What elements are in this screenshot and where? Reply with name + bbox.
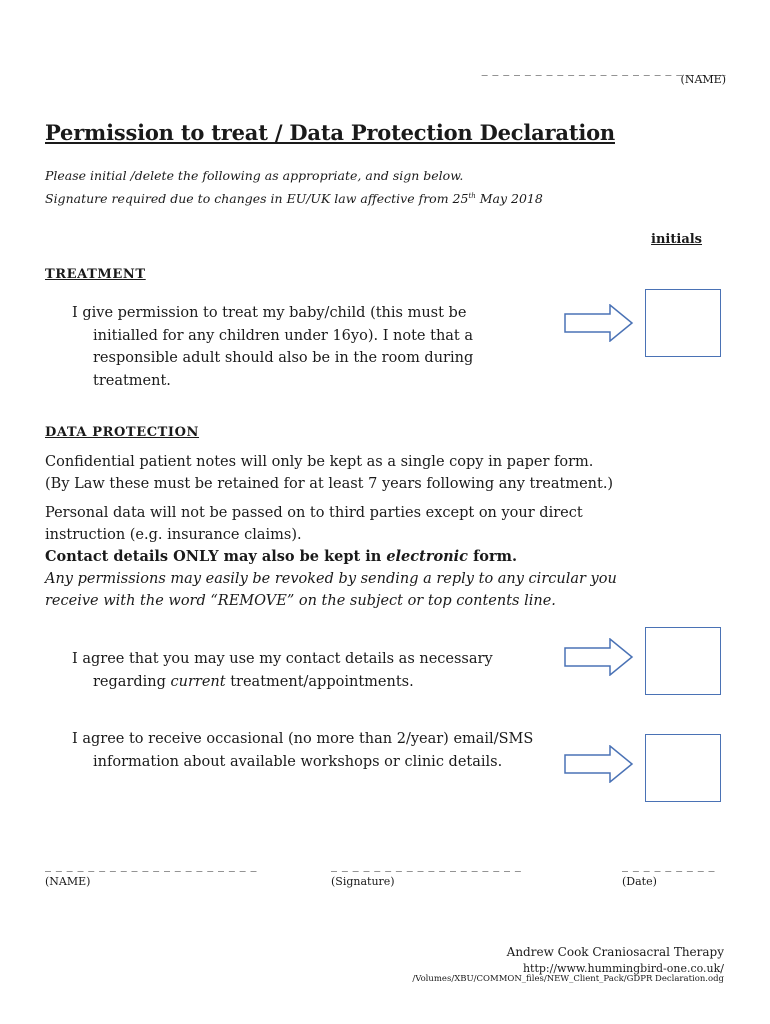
treatment-line-1: I give permission to treat my baby/child (this must be (72, 305, 467, 321)
dp-p4-line-1: Any permissions may easily be revoked by sending a reply to any circular you (45, 571, 617, 587)
signature-label: (Signature) (331, 875, 395, 888)
agree-info-text (72, 728, 552, 773)
dp-p2-line-1: Personal data will not be passed on to third parties except on your direct (45, 505, 583, 521)
initials-box-info[interactable] (645, 734, 721, 802)
dp-p1-line-1: Confidential patient notes will only be kept as a single copy in paper form. (45, 454, 594, 470)
intro-line-2-sup: th (468, 191, 476, 200)
initials-box-treatment[interactable] (645, 289, 721, 357)
agree-contact-line-2-post: treatment/appointments. (225, 673, 414, 690)
arrow-right-icon (564, 745, 634, 783)
agree-contact-line-1: I agree that you may use my contact details as necessary (72, 651, 493, 667)
footer-file-path: /Volumes/XBU/COMMON_files/NEW_Client_Pack/GDPR Declaration.odg (412, 974, 724, 984)
treatment-line-3: responsible adult should also be in the room during (93, 350, 474, 366)
dp-p4-line-2: receive with the word “REMOVE” on the subject or top contents line. (45, 593, 556, 609)
dp-p3-form: form. (468, 548, 518, 565)
dp-contact-details-note (45, 546, 685, 568)
intro-line-1: Please initial /delete the following as appropriate, and sign below. (45, 168, 464, 183)
dp-p3-electronic: electronic (386, 548, 469, 565)
agree-contact-line-2 (72, 671, 532, 694)
treatment-heading: TREATMENT (45, 267, 146, 282)
footer-url[interactable]: http://www.hummingbird-one.co.uk/ (522, 962, 724, 975)
intro-line-2-text: Signature required due to changes in EU/UK law affective from 25 (45, 191, 469, 206)
page-title: Permission to treat / Data Protection Declaration (45, 120, 615, 145)
data-protection-paragraph-1 (45, 451, 685, 495)
agree-contact-current: current (170, 673, 226, 690)
dp-p1-line-2: (By Law these must be retained for at least 7 years following any treatment.) (45, 476, 614, 492)
name-label-signature: (NAME) (45, 875, 91, 888)
dp-p3-text: Contact details ONLY may also be kept in (45, 548, 387, 565)
dp-p2-line-2: instruction (e.g. insurance claims). (45, 527, 302, 543)
data-protection-heading: DATA PROTECTION (45, 425, 200, 440)
data-protection-paragraph-2 (45, 502, 685, 612)
name-underline-signature[interactable]: _ _ _ _ _ _ _ _ _ _ _ _ _ _ _ _ _ _ _ _ (45, 858, 257, 872)
treatment-line-4: treatment. (93, 372, 171, 389)
name-label-header: (NAME) (680, 73, 726, 86)
arrow-right-icon (564, 638, 634, 676)
footer-org: Andrew Cook Craniosacral Therapy (506, 945, 724, 959)
initials-label: initials (651, 232, 702, 247)
agree-contact-line-2-pre: regarding (93, 673, 171, 690)
date-label: (Date) (622, 875, 657, 888)
agree-info-line-2: information about available workshops or clinic details. (93, 753, 503, 770)
date-underline[interactable]: _ _ _ _ _ _ _ _ _ (622, 858, 716, 872)
intro-line-2-date: May 2018 (475, 191, 543, 206)
treatment-permission-text (72, 302, 492, 392)
initials-box-contact[interactable] (645, 627, 721, 695)
name-underline-header[interactable]: _ _ _ _ _ _ _ _ _ _ _ _ _ _ _ _ _ _ _ _ _ _ _ (481, 62, 726, 76)
intro-line-2 (45, 191, 543, 206)
agree-contact-text (72, 648, 532, 693)
arrow-right-icon (564, 304, 634, 342)
signature-underline[interactable]: _ _ _ _ _ _ _ _ _ _ _ _ _ _ _ _ _ _ (331, 858, 522, 872)
agree-info-line-1: I agree to receive occasional (no more than 2/year) email/SMS (72, 731, 534, 747)
treatment-line-2: initialled for any children under 16yo). I note that a (93, 327, 474, 344)
